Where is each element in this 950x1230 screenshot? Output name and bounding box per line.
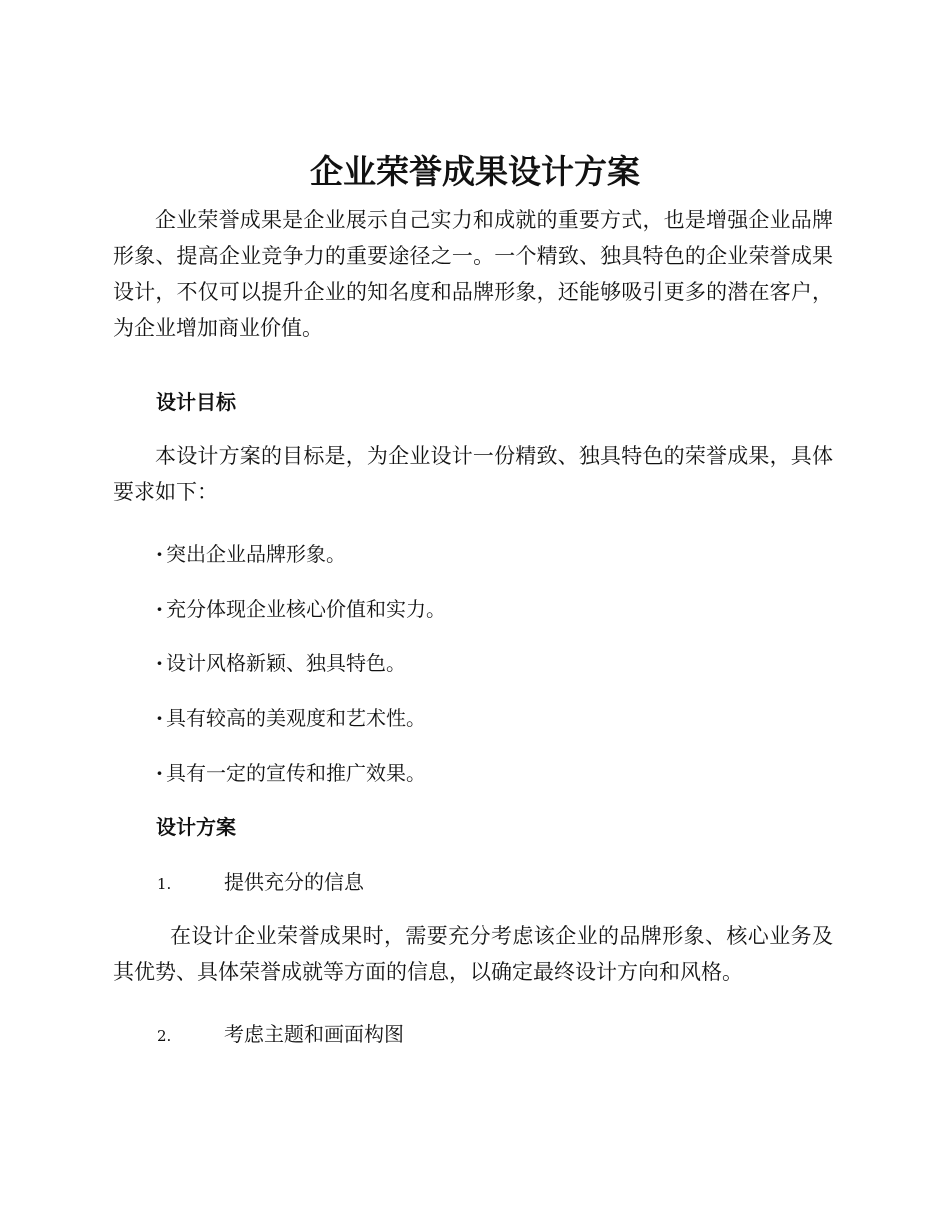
item-title: 提供充分的信息 — [224, 870, 364, 894]
bullet-text: 具有一定的宣传和推广效果。 — [166, 761, 426, 785]
intro-paragraph: 企业荣誉成果是企业展示自己实力和成就的重要方式，也是增强企业品牌形象、提高企业竞争力的重要途径之一。一个精致、独具特色的企业荣誉成果设计，不仅可以提升企业的知名度和品牌形象，还能够吸引更多的潜在客户，为企业增加商业价值。 — [113, 208, 833, 340]
bullet-text: 设计风格新颖、独具特色。 — [166, 651, 406, 675]
list-item — [156, 755, 426, 791]
item-number: 2. — [157, 1027, 172, 1045]
goals-paragraph: 本设计方案的目标是，为企业设计一份精致、独具特色的荣誉成果，具体要求如下： — [113, 444, 833, 504]
section-heading-plan: 设计方案 — [156, 815, 236, 839]
list-item — [156, 591, 446, 627]
bullet-marker: · — [156, 706, 163, 730]
bullet-text: 突出企业品牌形象。 — [166, 542, 346, 566]
list-item — [156, 645, 406, 681]
bullet-text: 具有较高的美观度和艺术性。 — [166, 706, 426, 730]
bullet-marker: · — [156, 597, 163, 621]
document-title: 企业荣誉成果设计方案 — [310, 152, 640, 191]
numbered-item — [157, 1016, 404, 1054]
item-number: 1. — [157, 875, 172, 893]
bullet-marker: · — [156, 651, 163, 675]
bullet-text: 充分体现企业核心价值和实力。 — [166, 597, 446, 621]
item-title: 考虑主题和画面构图 — [224, 1022, 404, 1046]
section-heading-goals: 设计目标 — [156, 390, 236, 414]
numbered-item — [157, 864, 364, 902]
list-item — [156, 536, 346, 572]
item-paragraph: 在设计企业荣誉成果时，需要充分考虑该企业的品牌形象、核心业务及其优势、具体荣誉成就等方面的信息，以确定最终设计方向和风格。 — [113, 924, 833, 984]
bullet-marker: · — [156, 761, 163, 785]
bullet-marker: · — [156, 542, 163, 566]
list-item — [156, 700, 426, 736]
